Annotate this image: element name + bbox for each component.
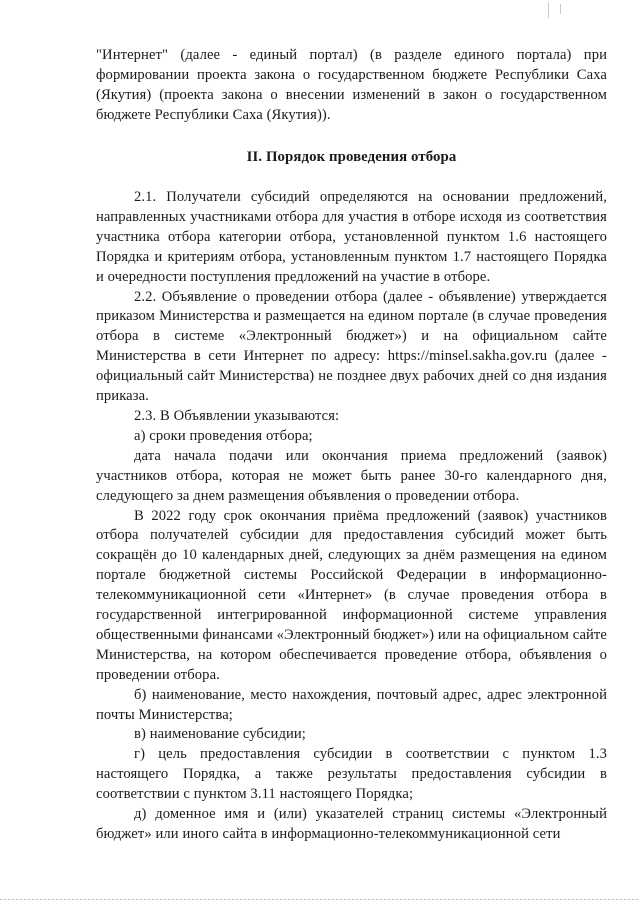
paragraph-v: в) наименование субсидии;: [134, 726, 306, 743]
paragraph-2022: В 2022 году срок окончания приёма предложений (заявок) участников отбора получателей субсидии для предоставления субсидий может быть сокращён до 10 календарных дней, следующих за днём размещения на едином портале бюджетной системы Российской Федерации в информационно-телекоммуникационной сети «Интернет» (в случае проведения отбора в государственной интегрированной информационной системе управления общественными финансами «Электронный бюджет») или на официальном сайте Министерства, на котором обеспечивается проведение отбора, объявления о проведении отбора.: [96, 507, 607, 683]
paragraph-g: г) цель предоставления субсидии в соответствии с пунктом 1.3 настоящего Порядка, а также результаты предоставления субсидии в соответствии с пунктом 3.11 настоящего Порядка;: [96, 746, 607, 803]
section-heading-block: [96, 148, 607, 168]
paragraph-2-3: 2.3. В Объявлении указываются:: [134, 407, 340, 424]
paragraph-2-1: 2.1. Получатели субсидий определяются на основании предложений, направленных участниками отбора для участия в отборе исходя из соответствия участника отбора категории отбора, установленной пунктом 1.6 настоящего Порядка и критериям отбора, установленным пунктом 1.7 настоящего Порядка и очередности поступления предложений на участие в отборе.: [96, 189, 607, 285]
paragraph-a: а) сроки проведения отбора;: [134, 427, 313, 444]
section-title: II. Порядок проведения отбора: [246, 149, 457, 165]
paragraph-continuation: "Интернет" (далее - единый портал) (в разделе единого портала) при формировании проекта закона о государственном бюджете Республики Саха (Якутия) (проекта закона о внесении изменений в закон о государственном бюджете Республики Саха (Якутия)).: [96, 47, 607, 123]
paragraph-b: б) наименование, место нахождения, почтовый адрес, адрес электронной почты Министерства;: [96, 686, 607, 723]
paragraph-dates: дата начала подачи или окончания приема предложений (заявок) участников отбора, которая не может быть ранее 30-го календарного дня, следующего за днем размещения объявления о проведении отбора.: [96, 447, 607, 504]
paragraph-2-2: 2.2. Объявление о проведении отбора (далее - объявление) утверждается приказом Министерства и размещается на едином портале (в случае проведения отбора в системе «Электронный бюджет») и на официальном сайте Министерства в сети Интернет по адресу: https://minsel.sakha.gov.ru (далее - официальный сайт Министерства) не позднее двух рабочих дней со дня издания приказа.: [96, 288, 607, 405]
text-block-top: [96, 46, 607, 126]
scan-artifact: [548, 2, 549, 18]
page-bottom-edge: [0, 899, 640, 900]
scan-artifact: [560, 4, 561, 14]
paragraph-d: д) доменное имя и (или) указателей страниц системы «Электронный бюджет» или иного сайта в информационно-телекоммуникационной сети: [96, 806, 607, 842]
text-block-main: [96, 188, 607, 845]
